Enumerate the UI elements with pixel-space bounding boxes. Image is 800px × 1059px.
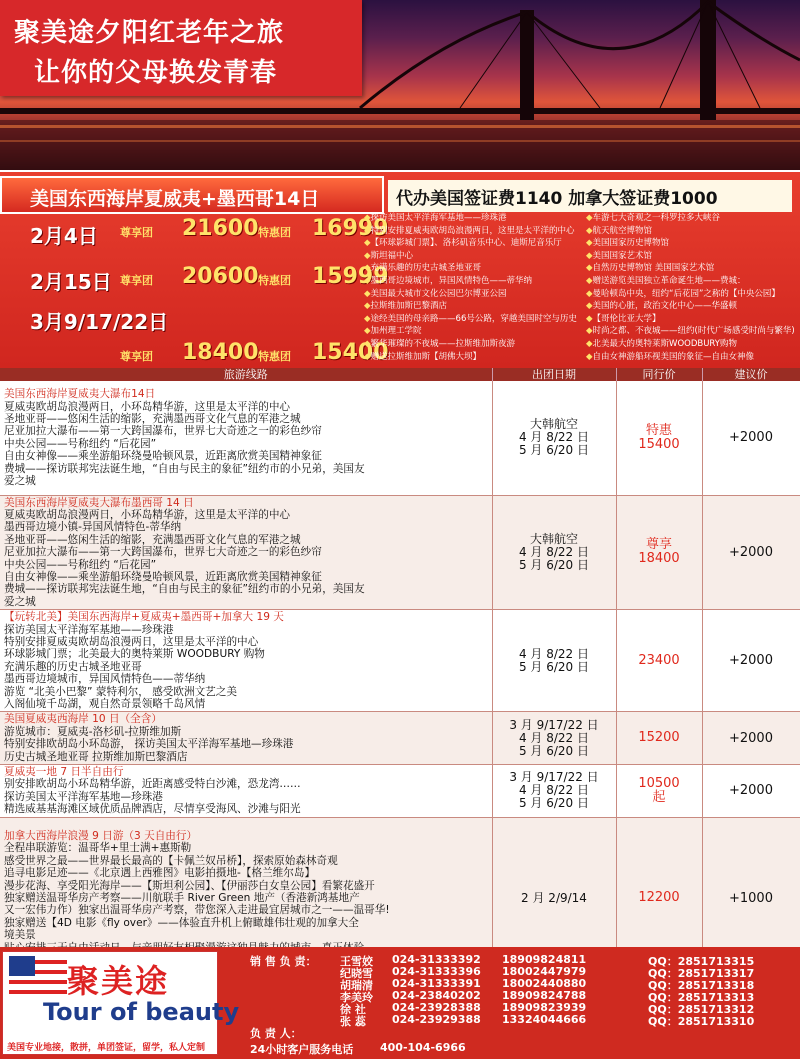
route-title: 美国东西海岸夏威夷大瀑布墨西哥 14 日: [4, 496, 194, 509]
premium-label: 尊享团: [120, 226, 153, 239]
route-line: 漫步花海、享受阳光海岸——【斯坦利公园】、【伊丽莎白女皇公园】看繁花盛开: [4, 879, 375, 892]
route-line: 自由女神像——乘坐游船环绕曼哈顿风景，近距离欣赏美国精神象征: [4, 570, 322, 583]
promo-date: 3月9/17/22日: [30, 310, 169, 334]
route-line: 全程串联游览：温哥华+里士满+惠斯勒: [4, 842, 192, 855]
route-line: 历史古城圣地亚哥 拉斯维加斯巴黎酒店: [4, 750, 188, 763]
route-line: 入阁仙境千岛湖，观自然奇景领略千岛风情: [4, 698, 206, 710]
special-price: 15999: [312, 264, 389, 289]
route-description: [0, 765, 492, 818]
contact-mobile: 13324044666: [502, 1013, 587, 1026]
route-line: 圣地亚哥——悠闲生活的缩影，充满墨西哥文化气息的军港之城: [4, 412, 301, 425]
route-line: 环球影城门票；北美最大的奥特莱斯 WOODBURY 购物: [4, 648, 265, 661]
route-line: 夏威夷欧胡岛浪漫两日，小环岛精华游，这里是太平洋的中心: [4, 508, 291, 521]
departure-dates: [492, 495, 616, 610]
feature-list-right: [586, 212, 795, 363]
route-line: 充满乐趣的历史古城圣地亚哥: [4, 660, 142, 673]
contact-mobile: 18909824788: [502, 989, 587, 1002]
route-row: [0, 381, 800, 495]
suggested-price: +1000: [702, 817, 800, 979]
departure-date: 4 月 8/22 日: [518, 730, 590, 745]
contact-name: 纪晓雪: [340, 967, 373, 980]
route-row: [0, 712, 800, 765]
column-header-suggested-price: 建议价: [702, 368, 800, 381]
promo-panel: [0, 170, 800, 368]
route-title: 夏威夷一地 7 日半自由行: [4, 766, 124, 779]
contact-name: 张 蕊: [340, 1015, 366, 1028]
contact-mobile: 18909824811: [502, 953, 587, 966]
premium-price: 21600: [182, 216, 259, 241]
feature-item: ◆ 自由女神游船环视美国的象征—自由女神像: [586, 351, 795, 364]
route-line: 游览 “北美小巴黎” 蒙特利尔， 感受欧洲文艺之美: [4, 685, 237, 698]
departure-date: 5 月 6/20 日: [518, 557, 590, 572]
route-line: 费城——探访联邦宪法诞生地，“自由与民主的象征”纽约市的小兄弟，美国友: [4, 462, 365, 475]
route-line: 特别安排夏威夷欧胡岛浪漫两日，这里是太平洋的中心: [4, 635, 259, 648]
price-text: 23400: [638, 652, 680, 668]
feature-item: ◆ 美国最大城市文化公园巴尔博亚公园: [364, 288, 577, 301]
feature-item: ◆ 美国国家历史博物馆: [586, 237, 795, 250]
feature-item: ◆ 美国国家艺术馆: [586, 250, 795, 263]
contact-qq: QQ：2851713318: [648, 979, 755, 992]
contact-phone: 024-23929388: [392, 1013, 481, 1026]
hotline-label: 24小时客户服务电话: [250, 1043, 354, 1056]
special-label: 特惠团: [258, 274, 291, 287]
premium-price: 18400: [182, 340, 259, 365]
promo-title: 美国东西海岸夏威夷+墨西哥14日: [0, 176, 384, 214]
route-description: [0, 610, 492, 712]
price-text: 特惠: [645, 422, 672, 438]
departure-date: 大韩航空: [529, 531, 578, 546]
contact-name: 王雪姣: [340, 955, 373, 968]
route-line: 墨西哥边境城市，异国风情特色——蒂华纳: [4, 673, 206, 686]
feature-item: ◆ 特别安排夏威夷欧胡岛浪漫两日，这里是太平洋的中心: [364, 225, 577, 238]
route-description: [0, 712, 492, 765]
route-line: 尼亚加拉大瀑布——第一大跨国瀑布，世界七大奇迹之一的彩色纱帘: [4, 425, 322, 438]
feature-item: ◆ 拉斯维加斯巴黎酒店: [364, 300, 577, 313]
feature-item: ◆ 探访美国太平洋海军基地——珍珠港: [364, 212, 577, 225]
slogan-line-1: 聚美途夕阳红老年之旅: [14, 18, 285, 48]
feature-item: ◆ 途经美国的母亲路——66号公路，穿越美国时空与历史: [364, 313, 577, 326]
premium-label: 尊享团: [120, 274, 153, 287]
route-description: [0, 495, 492, 610]
contact-phone: 024-31333392: [392, 953, 481, 966]
departure-date: 3 月 9/17/22 日: [509, 717, 599, 732]
departure-date: 4 月 8/22 日: [518, 544, 590, 559]
trade-price: [616, 765, 702, 818]
departure-dates: [492, 765, 616, 818]
special-price: 15400: [312, 340, 389, 365]
hotline-number: 400-104-6966: [380, 1041, 466, 1054]
column-header-trade-price: 同行价: [616, 368, 702, 381]
visa-fee: 代办美国签证费1140 加拿大签证费1000: [388, 180, 792, 212]
special-label: 特惠团: [258, 350, 291, 363]
contact-qq: QQ：2851713315: [648, 955, 755, 968]
price-text: 10500: [638, 775, 680, 791]
route-line: 别安排欧胡岛小环岛精华游，近距离感受特白沙滩，恐龙湾……: [4, 778, 301, 791]
feature-list-left: [364, 212, 577, 363]
column-header-dates: 出团日期: [492, 368, 616, 381]
route-line: 独家赠送温哥华房产考察——川航联手 River Green 地产（香港新鸿基地产: [4, 891, 360, 904]
departure-date: 2 月 2/9/14: [521, 890, 587, 905]
route-line: 探访美国太平洋海军基地—珍珠港: [4, 790, 163, 803]
price-text: 15200: [638, 730, 680, 746]
route-line: 追寻电影足迹——《北京遇上西雅图》电影拍摄地-【格兰维尔岛】: [4, 867, 316, 880]
footer-contacts: [0, 947, 800, 1059]
contact-qq: QQ：2851713312: [648, 1003, 755, 1016]
contact-name: 李美玲: [340, 991, 373, 1004]
departure-date: 4 月 8/22 日: [518, 646, 590, 661]
price-text: 18400: [638, 551, 680, 567]
feature-item: ◆ 曼哈顿岛中央，纽约“后花园”之称的【中央公园】: [586, 288, 795, 301]
suggested-price: +2000: [702, 495, 800, 610]
route-line: 独家赠送【4D 电影《fly over》——体验直升机上俯瞰雄伟壮观的加拿大全: [4, 916, 359, 929]
route-row: [0, 610, 800, 712]
feature-item: ◆ 斯坦福中心: [364, 250, 577, 263]
feature-item: ◆ 繁华璀璨的不夜城——拉斯维加斯夜游: [364, 338, 577, 351]
brand-logo: [2, 951, 240, 1055]
route-line: 游览城市：夏威夷-洛杉矶-拉斯维加斯: [4, 725, 182, 738]
feature-item: ◆ 充满乐趣的历史古城圣地亚哥: [364, 262, 577, 275]
trade-price: [616, 712, 702, 765]
route-description: [0, 381, 492, 495]
route-line: 费城——探访联邦宪法诞生地，“自由与民主的象征”纽约市的小兄弟，美国友: [4, 583, 365, 596]
slogan-line-2: 让你的父母换发青春: [34, 58, 278, 88]
contact-name: 徐 社: [340, 1003, 366, 1016]
route-line: 中央公园——号称纽约 “后花园”: [4, 437, 157, 450]
manager-label: 负 责 人：: [250, 1027, 302, 1040]
contact-qq: QQ：2851713317: [648, 967, 755, 980]
route-row: [0, 495, 800, 610]
premium-price: 20600: [182, 264, 259, 289]
route-line: 精选威基基海滩区域优质品牌酒店，尽情享受海风、沙滩与阳光: [4, 803, 301, 816]
departure-dates: [492, 712, 616, 765]
feature-item: ◆ 【哥伦比亚大学】: [586, 313, 795, 326]
suggested-price: +2000: [702, 381, 800, 495]
departure-date: 5 月 6/20 日: [518, 796, 590, 811]
route-table: [0, 368, 800, 947]
contact-qq: QQ：2851713310: [648, 1015, 755, 1028]
route-line: 中央公园——号称纽约 “后花园”: [4, 558, 157, 571]
route-title: 加拿大西海岸浪漫 9 日游（3 天自由行）: [4, 829, 198, 842]
trade-price: [616, 381, 702, 495]
feature-item: ◆ 墨西哥边境城市，异国风情特色——蒂华纳: [364, 275, 577, 288]
route-line: 圣地亚哥——悠闲生活的缩影，充满墨西哥文化气息的军港之城: [4, 533, 301, 546]
suggested-price: +2000: [702, 610, 800, 712]
contact-phone: 024-31333391: [392, 977, 481, 990]
contact-mobile: 18002447979: [502, 965, 587, 978]
promo-date: 2月4日: [30, 224, 98, 248]
route-title: 美国夏威夷西海岸 10 日（全含）: [4, 713, 162, 726]
route-title: 美国东西海岸夏威夷大瀑布14日: [4, 388, 156, 401]
route-line: 又一宏伟力作）独家出温哥华房产考察，带您深入走进最宜居城市之一——温哥华!: [4, 904, 390, 917]
feature-item: ◆ 赠送拉斯维加斯【胡佛大坝】: [364, 351, 577, 364]
route-line: 感受世界之最——世界最长最高的【卡佩兰奴吊桥】，探索原始森林奇观: [4, 854, 338, 867]
route-line: 墨西哥边境小镇-异国风情特色-蒂华纳: [4, 521, 182, 534]
departure-date: 4 月 8/22 日: [518, 783, 590, 798]
contact-mobile: 18002440880: [502, 977, 587, 990]
column-header-route: 旅游线路: [0, 368, 492, 381]
departure-dates: [492, 381, 616, 495]
departure-dates: [492, 610, 616, 712]
contact-phone: 024-31333396: [392, 965, 481, 978]
price-text: 12200: [638, 890, 680, 906]
route-line: 境美景: [4, 929, 36, 942]
price-text: 15400: [638, 436, 680, 452]
route-line: 尼亚加拉大瀑布——第一大跨国瀑布，世界七大奇迹之一的彩色纱帘: [4, 546, 322, 559]
route-line: 探访美国太平洋海军基地——珍珠港: [4, 623, 174, 636]
flag-icon: [9, 956, 67, 996]
departure-date: 3 月 9/17/22 日: [509, 770, 599, 785]
promo-date: 2月15日: [30, 270, 112, 294]
contact-mobile: 18909823939: [502, 1001, 587, 1014]
feature-item: ◆ 北美最大的奥特莱斯WOODBURY购物: [586, 338, 795, 351]
route-line: 爱之城: [4, 474, 36, 487]
price-text: 起: [652, 789, 666, 805]
special-label: 特惠团: [258, 226, 291, 239]
feature-item: ◆ 美国的心脏，政治文化中心——华盛顿: [586, 300, 795, 313]
route-line: 爱之城: [4, 595, 36, 608]
trade-price: [616, 610, 702, 712]
route-line: 自由女神像——乘坐游船环绕曼哈顿风景，近距离欣赏美国精神象征: [4, 450, 322, 463]
contact-phone: 024-23840202: [392, 989, 481, 1002]
contact-phone: 024-23928388: [392, 1001, 481, 1014]
route-title: 【玩转北美】美国东西海岸+夏威夷+墨西哥+加拿大 19 天: [4, 611, 284, 624]
feature-item: ◆ 车游七大奇观之一科罗拉多大峡谷: [586, 212, 795, 225]
feature-item: ◆ 【环球影城门票】、洛杉矶音乐中心、迪斯尼音乐厅: [364, 237, 577, 250]
feature-item: ◆ 航天航空博物馆: [586, 225, 795, 238]
departure-date: 大韩航空: [529, 417, 578, 432]
slogan-banner: [0, 0, 362, 96]
logo-tagline: 美国专业地接，散拼，单团签证，留学，私人定制: [7, 1043, 206, 1053]
contact-name: 胡瑞清: [340, 979, 373, 992]
suggested-price: +2000: [702, 712, 800, 765]
feature-item: ◆ 时尚之都、不夜城——纽约(时代广场感受时尚与繁华): [586, 325, 795, 338]
feature-item: ◆ 赠送游览美国独立革命诞生地——费城：: [586, 275, 795, 288]
feature-item: ◆ 加州理工学院: [364, 325, 577, 338]
header-banner: [0, 0, 800, 170]
route-row: [0, 765, 800, 818]
premium-label: 尊享团: [120, 350, 153, 363]
trade-price: [616, 495, 702, 610]
departure-date: 5 月 6/20 日: [518, 443, 590, 458]
special-price: 16999: [312, 216, 389, 241]
route-line: 夏威夷欧胡岛浪漫两日，小环岛精华游，这里是太平洋的中心: [4, 400, 291, 413]
departure-date: 4 月 8/22 日: [518, 430, 590, 445]
route-line: 特别安排欧胡岛小环岛游， 探访美国太平洋海军基地—珍珠港: [4, 738, 294, 751]
logo-chinese-name: 聚美途: [67, 962, 170, 1000]
contact-qq: QQ：2851713313: [648, 991, 755, 1004]
price-text: 尊享: [645, 537, 672, 553]
departure-date: 5 月 6/20 日: [518, 743, 590, 758]
suggested-price: +2000: [702, 765, 800, 818]
logo-english-name: Tour of beauty: [43, 998, 240, 1026]
departure-date: 5 月 6/20 日: [518, 659, 590, 674]
sales-label: 销 售 负 责：: [250, 955, 317, 968]
feature-item: ◆ 自然历史博物馆 美国国家艺术馆: [586, 262, 795, 275]
